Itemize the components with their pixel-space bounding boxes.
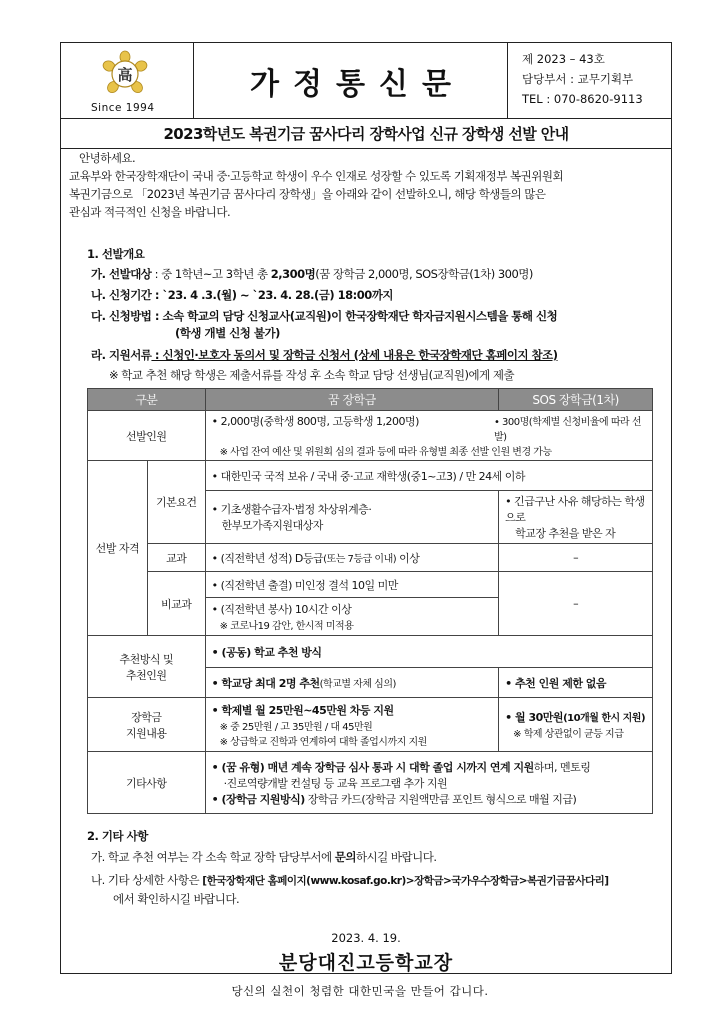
- support-sos-bold: • 월 30만원: [505, 711, 564, 724]
- item-b-link-text: [한국장학재단 홈페이지(www.kosaf.go.kr)>장학금>국가우수장학금>복권기금꿈사다리]: [202, 875, 609, 887]
- recommend-common: • (공동) 학교 추천 방식: [205, 636, 652, 668]
- qualification-label-text: 선발 자격: [95, 542, 140, 555]
- nonsubject-volunteer-text: • (직전학년 봉사) 10시간 이상: [211, 603, 352, 616]
- basic-common: • 대한민국 국적 보유 / 국내 중·고교 재학생(중1~고3) / 만 24세 이하: [205, 461, 652, 491]
- basic-sos-line1: • 긴급구난 사유 해당하는 학생으로: [505, 495, 645, 524]
- other-line3-bold: • (장학금 지원방식): [211, 792, 305, 806]
- basic-sos-line2: 학교장 추천을 받은 자: [515, 527, 616, 540]
- recommend-label-1: 추천방식 및: [119, 652, 174, 666]
- telephone: TEL : 070-8620-9113: [522, 92, 643, 106]
- greeting: 안녕하세요.: [79, 151, 136, 165]
- letter-header: [61, 43, 671, 119]
- label-target: 가. 선발대상: [91, 267, 152, 281]
- count-target: 2,300명: [270, 267, 316, 281]
- footer-slogan: 당신의 실천이 청렴한 대한민국을 만들어 갑니다.: [231, 984, 489, 998]
- basic-dream-line2: 한부모가족지원대상자: [221, 519, 323, 532]
- item-b-post: 에서 확인하시길 바랍니다.: [113, 892, 240, 906]
- emblem-text: 高: [117, 66, 133, 84]
- letter-title: 가정통신문: [194, 43, 508, 119]
- recommend-sos: • 추천 인원 제한 없음: [499, 668, 653, 698]
- section2-item-b: [91, 871, 661, 908]
- application-method-note: (학생 개별 신청 불가): [175, 326, 280, 340]
- label-basic: 기본요건: [147, 461, 205, 544]
- selection-dream: • 2,000명(중학생 800명, 고등학생 1,200명): [211, 415, 419, 428]
- row-label-other: 기타사항: [88, 752, 206, 814]
- item-b-pre: 나. 기타 상세한 사항은: [91, 873, 203, 887]
- application-period: [91, 286, 393, 304]
- department: 담당부서 : 교무기획부: [522, 72, 634, 86]
- support-dream-continuation: ※ 상급학교 진학과 연계하여 대학 졸업시까지 지원: [219, 736, 427, 748]
- intro-line-1: 교육부와 한국장학재단이 국내 중·고등학교 학생이 우수 인재로 성장할 수 있도록 기획재정부 복권위원회: [69, 169, 564, 183]
- subject-dream: [205, 544, 499, 572]
- recommend-dream-small: (학교별 자체 심의): [319, 678, 396, 690]
- document-title: 2023학년도 복권기금 꿈사다리 장학사업 신규 장학생 선발 안내: [61, 119, 671, 149]
- item-a-pre: 가. 학교 추천 여부는 각 소속 학교 장학 담당부서에: [91, 850, 335, 864]
- sign-date: 2023. 4. 19.: [331, 931, 401, 945]
- row-label-qualification: [88, 461, 148, 636]
- other-line1-rest: 하며, 멘토링: [533, 760, 591, 774]
- scholarship-table: [87, 388, 653, 814]
- table-row-other: [88, 752, 653, 814]
- other-line1-bold: • (꿈 유형) 매년 계속 장학금 심사 통과 시 대학 졸업 시까지 연계 지원: [211, 760, 534, 774]
- intro-text: [69, 149, 665, 221]
- table-row-subject: [88, 544, 653, 572]
- support-sos-note: ※ 학제 상관없이 균등 지급: [513, 729, 624, 740]
- other-line2: ·진로역량개발 컨설팅 등 교육 프로그램 추가 지원: [223, 776, 448, 790]
- section2-item-a: [91, 848, 437, 866]
- support-label-2: 지원내용: [126, 726, 167, 740]
- label-documents: 라. 지원서류: [91, 348, 152, 362]
- table-header-row: [88, 389, 653, 411]
- table-row-nonsubject-1: [88, 572, 653, 598]
- since-year: Since 1994: [91, 102, 155, 114]
- selection-note: ※ 사업 잔여 예산 및 위원회 심의 결과 등에 따라 유형별 최종 선발 인원 변경 가능: [219, 447, 552, 458]
- submission-note: ※ 학교 추천 해당 학생은 제출서류를 작성 후 소속 학교 담당 선생님(교직원)에게 제출: [109, 368, 515, 382]
- recommend-label-2: 추천인원: [126, 668, 167, 682]
- subject-sos: –: [499, 544, 653, 572]
- subject-dream-end: 이상: [396, 551, 420, 565]
- basic-dream-line1: • 기초생활수급자·법정 차상위계층·: [211, 503, 372, 516]
- nonsubject-attendance: • (직전학년 출결) 미인정 결석 10일 미만: [205, 572, 499, 598]
- header-category: 구분: [88, 389, 206, 411]
- subject-dream-small: (또는 7등급 이내): [323, 553, 397, 565]
- selection-cell: [205, 411, 652, 461]
- application-method: [91, 307, 557, 325]
- nonsubject-volunteer: [205, 598, 499, 636]
- selection-target: [91, 265, 533, 283]
- item-a-post: 하시길 바랍니다.: [355, 850, 437, 864]
- basic-dream: [205, 491, 499, 544]
- basic-sos: [499, 491, 653, 544]
- row-label-support: [88, 698, 206, 752]
- table-row-support: [88, 698, 653, 752]
- support-dream-main: • 학제별 월 25만원~45만원 차등 지원: [211, 703, 394, 717]
- table-row-selection: [88, 411, 653, 461]
- intro-line-3: 관심과 적극적인 신청을 바랍니다.: [69, 205, 231, 219]
- row-label-selection: 선발인원: [88, 411, 206, 461]
- header-sos: SOS 장학금(1차): [499, 389, 653, 411]
- text-period: : `23. 4 .3.(월) ~ `23. 4. 28.(금) 18:00까지: [151, 288, 393, 302]
- recommend-dream-bold: • 학교당 최대 2명 추천: [211, 676, 320, 690]
- section1-heading: 1. 선발개요: [87, 247, 145, 261]
- support-label-1: 장학금: [131, 710, 162, 724]
- support-dream: [205, 698, 499, 752]
- intro-line-2: 복권기금으로 「2023년 복권기금 꿈사다리 장학생」을 아래와 같이 선발하오니, 해당 학생들의 많은: [69, 187, 546, 201]
- support-sos-rest: (10개월 한시 지원): [563, 713, 646, 724]
- label-period: 나. 신청기간: [91, 288, 152, 302]
- text-method: : 소속 학교의 담당 신청교사(교직원)이 한국장학재단 학자금지원시스템을 통해 신청: [151, 309, 558, 323]
- label-subject: 교과: [147, 544, 205, 572]
- school-logo-cell: [61, 43, 194, 119]
- section2-heading: 2. 기타 사항: [87, 829, 148, 843]
- text-target-detail: (꿈 장학금 2,000명, SOS장학금(1차) 300명): [315, 267, 533, 281]
- support-dream-amounts: ※ 중 25만원 / 고 35만원 / 대 45만원: [219, 721, 373, 733]
- table-row-basic-common: [88, 461, 653, 491]
- header-dream: 꿈 장학금: [205, 389, 499, 411]
- label-nonsubject: 비교과: [147, 572, 205, 636]
- item-a-bold: 문의: [334, 850, 356, 864]
- subject-dream-text: • (직전학년 성적) D등급: [211, 551, 324, 565]
- label-method: 다. 신청방법: [91, 309, 152, 323]
- row-label-recommend: [88, 636, 206, 698]
- school-signature: 분당대진고등학교장: [278, 952, 454, 974]
- document-frame: [60, 42, 672, 974]
- school-emblem-icon: [97, 49, 153, 101]
- nonsubject-sos: –: [499, 572, 653, 636]
- selection-sos: • 300명(학제별 신청비율에 따라 선발): [493, 417, 641, 443]
- other-content: [205, 752, 652, 814]
- other-line3-rest: 장학금 카드(장학금 지원액만큼 포인트 형식으로 매월 지급): [304, 792, 577, 806]
- text-target: : 중 1학년~고 3학년 총: [151, 267, 271, 281]
- table-row-recommend-common: [88, 636, 653, 668]
- text-documents: : 신청인·보호자 동의서 및 장학금 신청서 (상세 내용은 한국장학재단 홈페이지 참조): [151, 348, 558, 362]
- recommend-dream: [205, 668, 499, 698]
- support-sos: [499, 698, 653, 752]
- doc-number: 제 2023 – 43호: [522, 52, 605, 66]
- letter-info: [508, 43, 671, 119]
- nonsubject-covid-note: ※ 코로나19 감안, 한시적 미적용: [219, 621, 354, 632]
- required-documents: [91, 346, 558, 364]
